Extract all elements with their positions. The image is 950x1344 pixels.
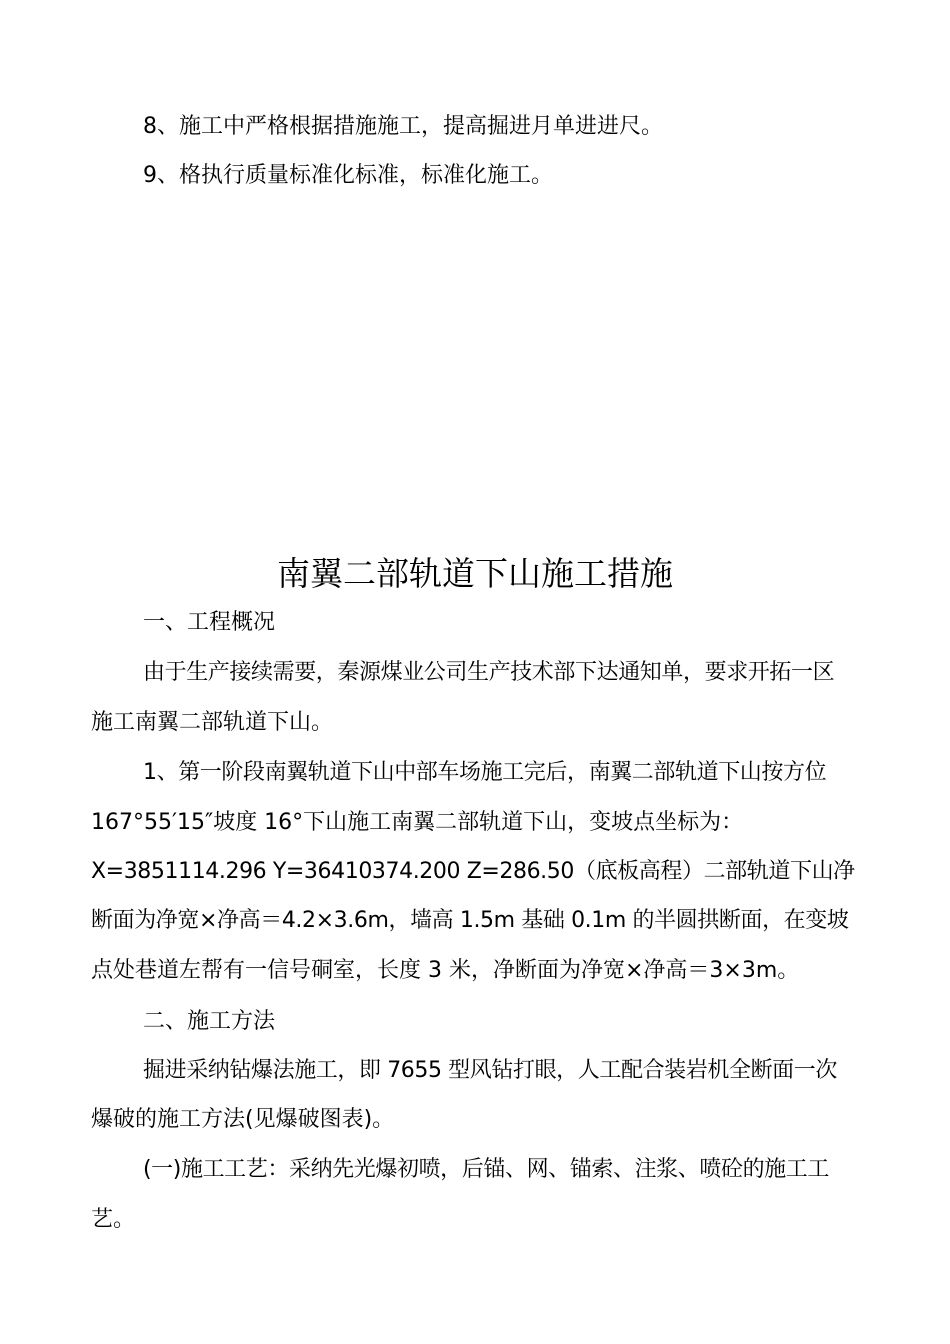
paragraph-line: 断面为净宽×净高＝4.2×3.6m，墙高 1.5m 基础 0.1m 的半圆拱断面，在变坡 xyxy=(91,908,849,933)
paragraph-line: X=3851114.296 Y=36410374.200 Z=286.50（底板高程）二部轨道下山净 xyxy=(91,859,855,884)
list-item-9: 9、格执行质量标准化标准，标准化施工。 xyxy=(143,163,553,188)
section-heading-method: 二、施工方法 xyxy=(143,1009,276,1034)
paragraph-line: 167°55′15″坡度 16°下山施工南翼二部轨道下山，变坡点坐标为： xyxy=(91,810,744,835)
list-item-8: 8、施工中严格根据措施施工，提高掘进月单进进尺。 xyxy=(143,114,663,139)
paragraph-line: 由于生产接续需要，秦源煤业公司生产技术部下达通知单，要求开拓一区 xyxy=(143,660,835,685)
paragraph-line: 艺。 xyxy=(91,1207,136,1232)
section-heading-overview: 一、工程概况 xyxy=(143,610,276,635)
paragraph-line: 掘进采纳钻爆法施工，即 7655 型风钻打眼，人工配合装岩机全断面一次 xyxy=(143,1058,837,1083)
document-title: 南翼二部轨道下山施工措施 xyxy=(277,554,673,593)
paragraph-line: 施工南翼二部轨道下山。 xyxy=(91,710,334,735)
paragraph-line: 爆破的施工方法(见爆破图表)。 xyxy=(91,1107,395,1132)
paragraph-line: (一)施工工艺：采纳先光爆初喷，后锚、网、锚索、注浆、喷砼的施工工 xyxy=(143,1157,829,1182)
paragraph-line: 1、第一阶段南翼轨道下山中部车场施工完后，南翼二部轨道下山按方位 xyxy=(143,760,827,785)
paragraph-line: 点处巷道左帮有一信号硐室，长度 3 米，净断面为净宽×净高＝3×3m。 xyxy=(91,958,800,983)
